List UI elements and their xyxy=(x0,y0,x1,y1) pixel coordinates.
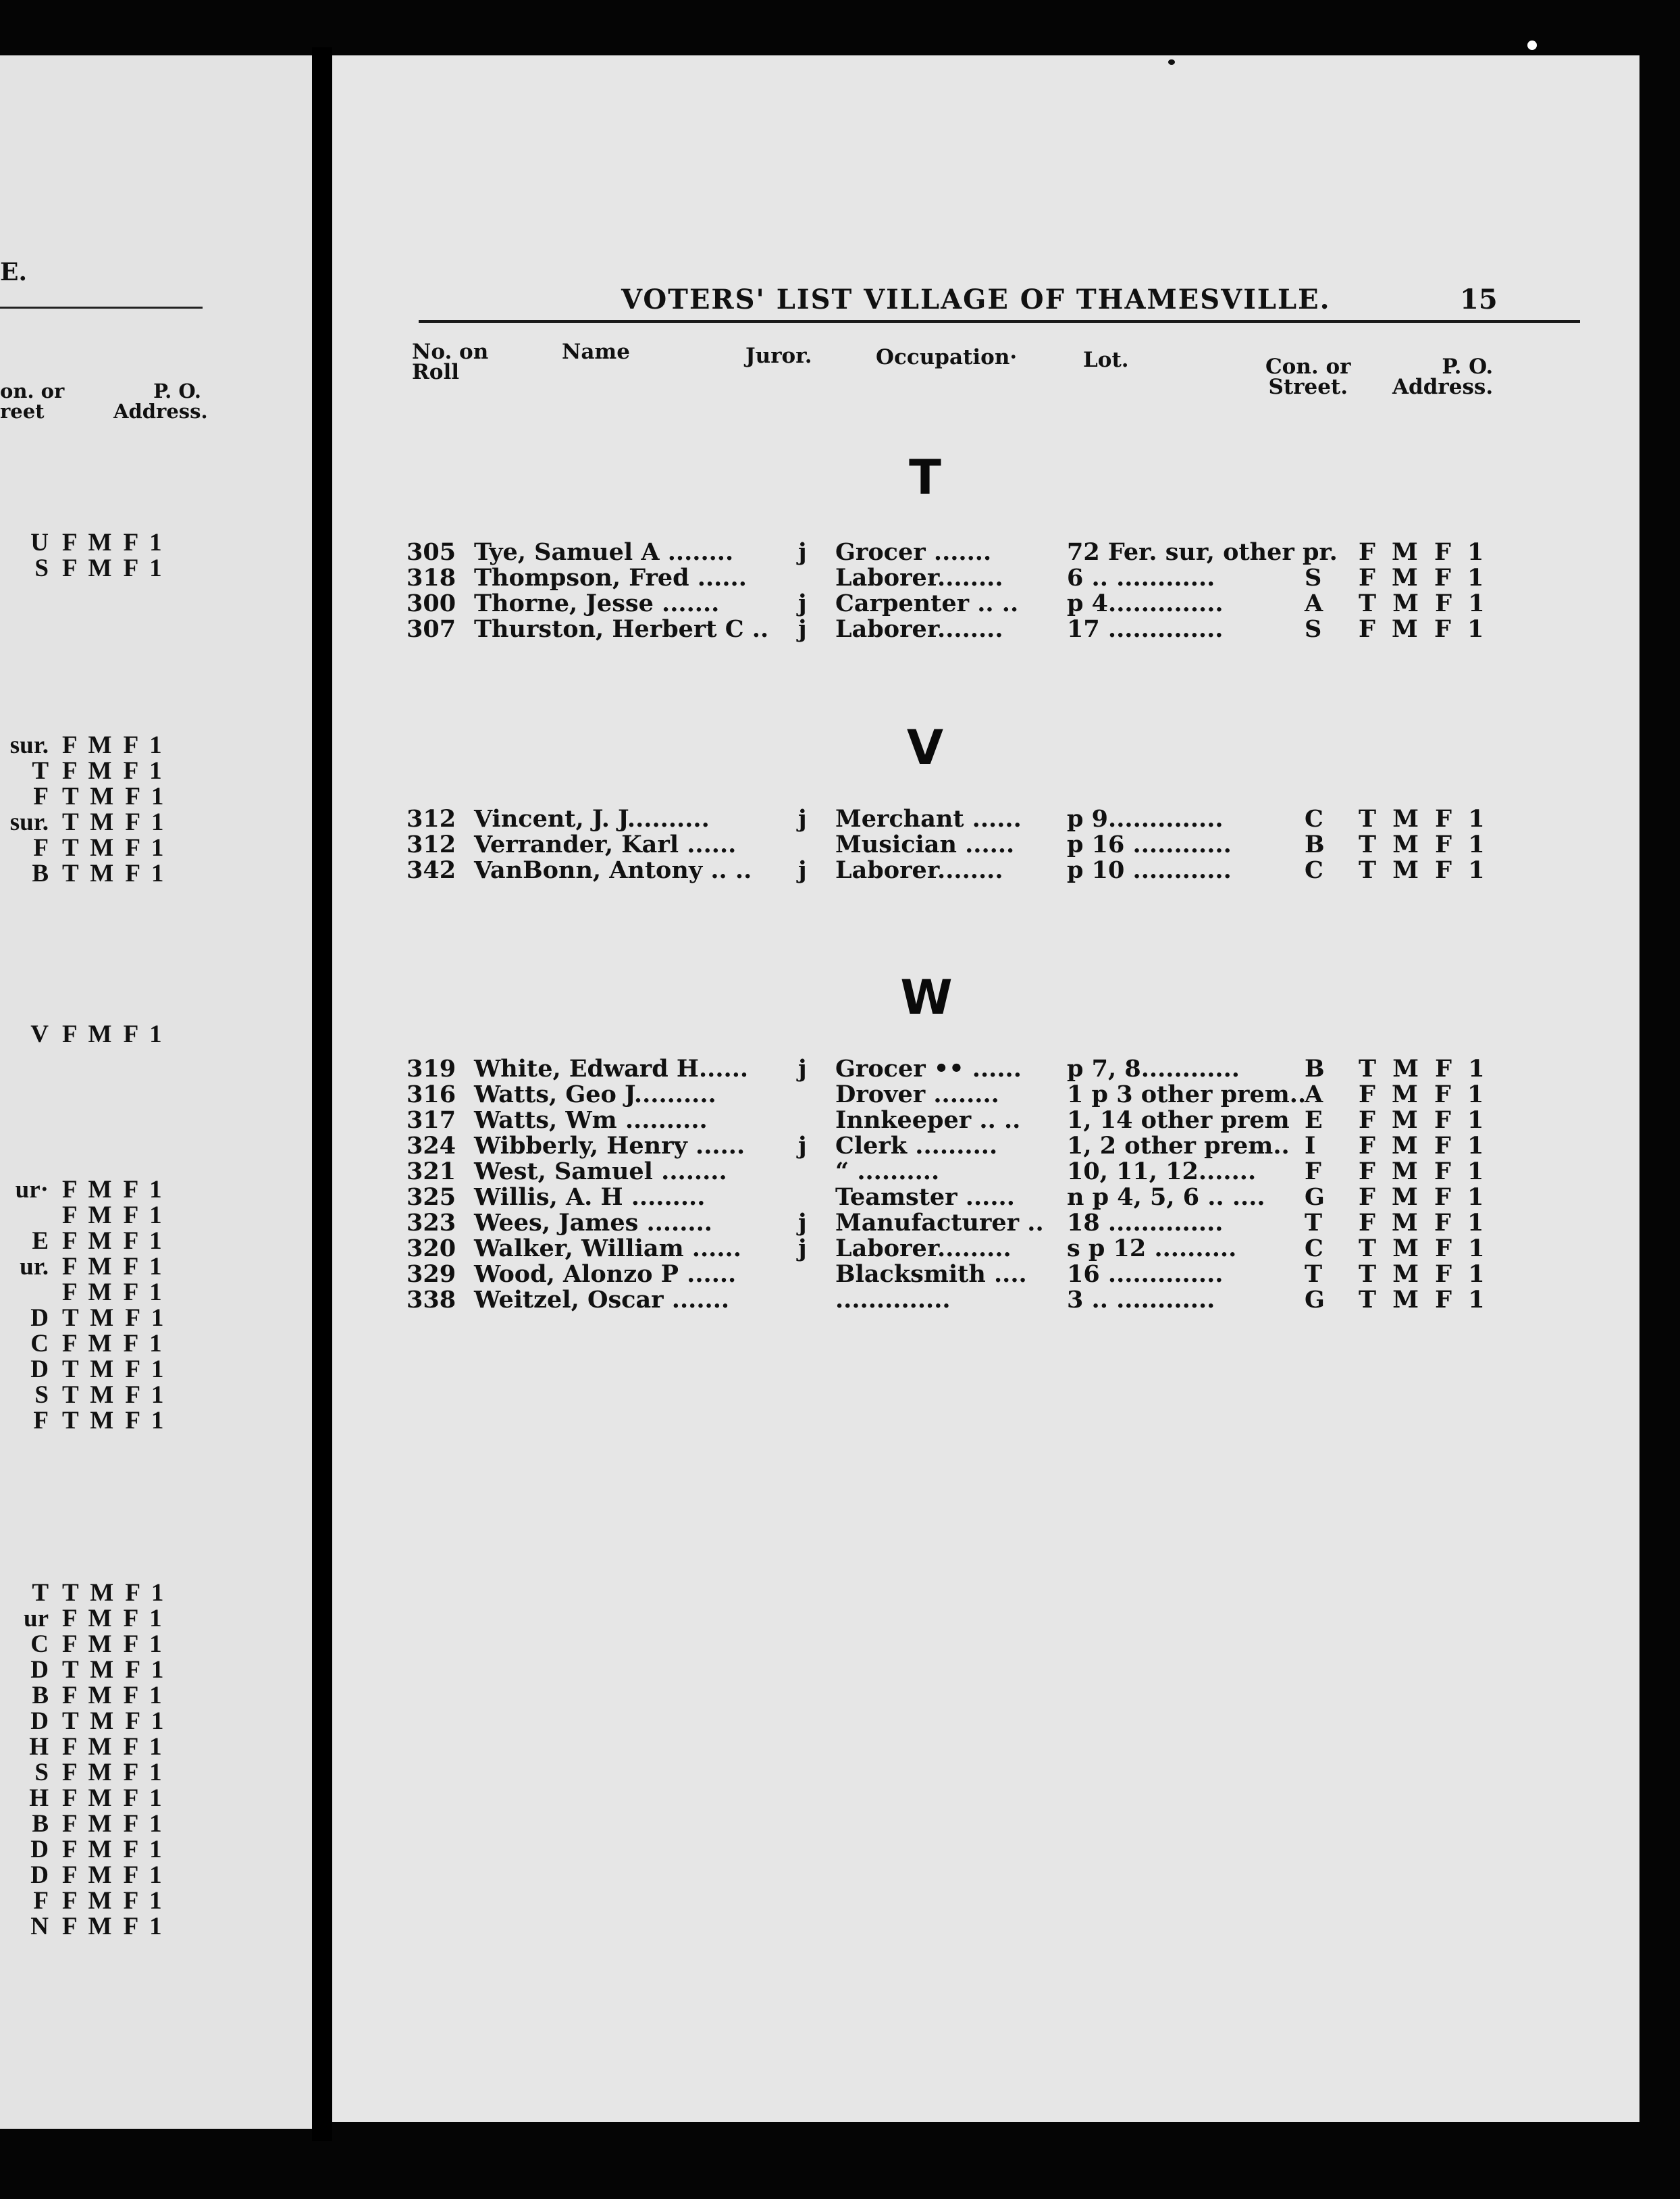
left-page-po: F M F 1 xyxy=(62,757,165,785)
voter-lot: n p 4, 5, 6 .. .... xyxy=(1067,1183,1265,1211)
voter-con: F xyxy=(1305,1158,1321,1185)
left-page-con: F xyxy=(33,1887,49,1915)
left-page-con: B xyxy=(32,1682,49,1709)
left-page-con: F xyxy=(33,783,49,810)
left-page-con: B xyxy=(32,1810,49,1838)
left-page-po: F M F 1 xyxy=(62,1020,165,1048)
voter-occ: Manufacturer .. xyxy=(835,1209,1044,1237)
left-page-po: T M F 1 xyxy=(62,1355,167,1383)
left-page-con: V xyxy=(30,1020,49,1048)
left-page-con: E xyxy=(32,1227,49,1255)
left-page-con: ur. xyxy=(20,1253,49,1280)
voter-juror: j xyxy=(798,615,807,643)
voter-occ: Drover ........ xyxy=(835,1081,999,1108)
voter-name: Vincent, J. J.......... xyxy=(474,805,710,833)
voter-lot: 1, 14 other prem xyxy=(1067,1106,1290,1134)
voter-no: 319 xyxy=(406,1055,456,1083)
left-page-header-con-text: on. or reet xyxy=(0,380,65,423)
voter-row xyxy=(332,1235,1639,1260)
voter-row xyxy=(332,564,1639,590)
voter-row xyxy=(332,1081,1639,1106)
left-page-po: T M F 1 xyxy=(62,808,167,836)
voter-con: S xyxy=(1305,564,1322,592)
voter-occ: Laborer........ xyxy=(835,615,1003,643)
voter-no: 316 xyxy=(406,1081,456,1108)
voter-con: E xyxy=(1305,1106,1323,1134)
voter-row xyxy=(332,1055,1639,1081)
left-page-po: T M F 1 xyxy=(62,1707,167,1735)
voter-row xyxy=(332,1286,1639,1312)
left-page-po: F M F 1 xyxy=(62,1836,165,1863)
voter-name: Weitzel, Oscar ....... xyxy=(474,1286,730,1314)
left-page-con: S xyxy=(34,554,49,582)
voter-no: 342 xyxy=(406,856,456,884)
voter-row xyxy=(332,1260,1639,1286)
left-page-con: T xyxy=(32,1579,49,1607)
voter-po: F M F 1 xyxy=(1359,1081,1488,1108)
voter-name: Tye, Samuel A ........ xyxy=(474,538,734,566)
left-page-po: T M F 1 xyxy=(62,1381,167,1409)
left-page-con: D xyxy=(30,1304,49,1332)
left-page-con: S xyxy=(34,1759,49,1786)
voter-po: F M F 1 xyxy=(1359,1132,1488,1160)
left-page-con: N xyxy=(30,1913,49,1940)
voter-no: 325 xyxy=(406,1183,456,1211)
voter-row xyxy=(332,831,1639,856)
voter-po: T M F 1 xyxy=(1359,1235,1489,1262)
voter-no: 312 xyxy=(406,805,456,833)
section-letter-w: W xyxy=(900,970,953,1025)
voter-juror: j xyxy=(798,590,807,617)
left-page-po: F M F 1 xyxy=(62,1201,165,1229)
voter-lot: p 9.............. xyxy=(1067,805,1224,833)
column-header-con: Con. or Street. xyxy=(1265,355,1351,399)
voter-po: F M F 1 xyxy=(1359,1209,1488,1237)
voter-row xyxy=(332,1158,1639,1183)
voter-name: Walker, William ...... xyxy=(474,1235,741,1262)
voter-po: T M F 1 xyxy=(1359,856,1489,884)
left-page xyxy=(0,55,312,2129)
voter-lot: 1 p 3 other prem.. xyxy=(1067,1081,1307,1108)
left-page-con: H xyxy=(29,1784,49,1812)
left-page-po: T M F 1 xyxy=(62,783,167,810)
voter-name: Willis, A. H ......... xyxy=(474,1183,706,1211)
section-letter-t: T xyxy=(909,450,941,505)
left-page-po: F M F 1 xyxy=(62,1887,165,1915)
voter-no: 305 xyxy=(406,538,456,566)
voter-po: T M F 1 xyxy=(1359,1260,1489,1288)
left-page-con: D xyxy=(30,1355,49,1383)
voter-po: T M F 1 xyxy=(1359,1286,1489,1314)
voter-po: T M F 1 xyxy=(1359,831,1489,858)
left-page-header-po-text: P. O. Address. xyxy=(113,380,208,423)
voter-con: C xyxy=(1305,856,1323,884)
voter-con: A xyxy=(1305,1081,1323,1108)
voter-juror: j xyxy=(798,538,807,566)
voter-occ: Carpenter .. .. xyxy=(835,590,1019,617)
voter-lot: 72 Fer. sur, other pr. xyxy=(1067,538,1338,566)
left-page-po: F M F 1 xyxy=(62,554,165,582)
page-number: 15 xyxy=(1460,284,1498,315)
left-page-con: B xyxy=(32,860,49,887)
voter-po: F M F 1 xyxy=(1359,538,1488,566)
voter-occ: Teamster ...... xyxy=(835,1183,1015,1211)
voter-name: VanBonn, Antony .. .. xyxy=(474,856,752,884)
voter-no: 324 xyxy=(406,1132,456,1160)
voter-no: 323 xyxy=(406,1209,456,1237)
voter-name: Wibberly, Henry ...... xyxy=(474,1132,745,1160)
voter-name: Verrander, Karl ...... xyxy=(474,831,737,858)
voter-juror: j xyxy=(798,1132,807,1160)
voter-row xyxy=(332,1183,1639,1209)
column-header-name: Name xyxy=(562,340,630,364)
left-page-con: D xyxy=(30,1836,49,1863)
voter-occ: Laborer........ xyxy=(835,564,1003,592)
left-page-po: F M F 1 xyxy=(62,1253,165,1280)
voter-lot: p 10 ............ xyxy=(1067,856,1232,884)
voter-occ: .............. xyxy=(835,1286,951,1314)
voter-occ: Grocer ....... xyxy=(835,538,992,566)
left-page-po: F M F 1 xyxy=(62,1278,165,1306)
voter-name: Watts, Wm .......... xyxy=(474,1106,708,1134)
voter-lot: 3 .. ............ xyxy=(1067,1286,1215,1314)
voter-no: 317 xyxy=(406,1106,456,1134)
voter-occ: Blacksmith .... xyxy=(835,1260,1027,1288)
voter-occ: Laborer......... xyxy=(835,1235,1012,1262)
voter-name: Thurston, Herbert C .. xyxy=(474,615,769,643)
voter-con: G xyxy=(1305,1286,1325,1314)
running-head xyxy=(332,284,1639,324)
left-page-header-po xyxy=(113,380,208,423)
voter-name: Wood, Alonzo P ...... xyxy=(474,1260,737,1288)
left-page-header-con xyxy=(0,381,64,421)
left-page-po: F M F 1 xyxy=(62,1176,165,1204)
voter-juror: j xyxy=(798,1235,807,1262)
left-page-rule xyxy=(0,307,203,309)
left-page-po: T M F 1 xyxy=(62,860,167,887)
column-header-juror: Juror. xyxy=(745,344,812,368)
column-header-po: P. O. Address. xyxy=(1392,355,1494,399)
voter-row xyxy=(332,590,1639,615)
voter-row xyxy=(332,856,1639,882)
voter-no: 300 xyxy=(406,590,456,617)
voter-lot: 17 .............. xyxy=(1067,615,1224,643)
voter-occ: Laborer........ xyxy=(835,856,1003,884)
voter-lot: p 4.............. xyxy=(1067,590,1224,617)
column-header-occupation: Occupation· xyxy=(876,345,1018,369)
voter-row xyxy=(332,1132,1639,1158)
voter-no: 321 xyxy=(406,1158,456,1185)
voter-name: West, Samuel ........ xyxy=(474,1158,727,1185)
column-header-no: No. on Roll xyxy=(412,340,489,384)
voter-lot: s p 12 .......... xyxy=(1067,1235,1237,1262)
voter-po: F M F 1 xyxy=(1359,564,1488,592)
left-page-po: F M F 1 xyxy=(62,1810,165,1838)
voter-name: White, Edward H...... xyxy=(474,1055,749,1083)
left-page-po: T M F 1 xyxy=(62,1579,167,1607)
voter-row xyxy=(332,805,1639,831)
left-page-po: F M F 1 xyxy=(62,1605,165,1632)
left-page-po: F M F 1 xyxy=(62,731,165,759)
voter-lot: p 16 ............ xyxy=(1067,831,1232,858)
voter-no: 320 xyxy=(406,1235,456,1262)
voter-po: T M F 1 xyxy=(1359,1055,1489,1083)
left-page-po: F M F 1 xyxy=(62,529,165,557)
voter-row xyxy=(332,1106,1639,1132)
left-page-con: C xyxy=(30,1630,49,1658)
voter-con: T xyxy=(1305,1260,1323,1288)
voter-po: F M F 1 xyxy=(1359,1106,1488,1134)
left-page-con: C xyxy=(30,1330,49,1357)
voter-lot: 1, 2 other prem.. xyxy=(1067,1132,1290,1160)
voter-po: F M F 1 xyxy=(1359,1183,1488,1211)
column-header-lot: Lot. xyxy=(1083,348,1129,372)
voter-occ: Innkeeper .. .. xyxy=(835,1106,1021,1134)
left-page-con: S xyxy=(34,1381,49,1409)
left-page-con: T xyxy=(32,757,49,785)
voter-con: B xyxy=(1305,831,1325,858)
voter-no: 307 xyxy=(406,615,456,643)
voter-lot: p 7, 8............ xyxy=(1067,1055,1240,1083)
voter-juror: j xyxy=(798,856,807,884)
voter-con: S xyxy=(1305,615,1322,643)
voter-con: B xyxy=(1305,1055,1325,1083)
voter-name: Thompson, Fred ...... xyxy=(474,564,747,592)
left-page-con: ur xyxy=(24,1605,49,1632)
left-page-partial-title: E. xyxy=(0,258,27,286)
left-page-po: F M F 1 xyxy=(62,1733,165,1761)
voter-con: C xyxy=(1305,1235,1323,1262)
left-page-con: H xyxy=(29,1733,49,1761)
voter-juror: j xyxy=(798,805,807,833)
voter-occ: Grocer •• ...... xyxy=(835,1055,1022,1083)
left-page-con: sur. xyxy=(9,808,49,836)
voter-row xyxy=(332,538,1639,564)
page-title: VOTERS' LIST VILLAGE OF THAMESVILLE. xyxy=(621,284,1331,315)
voter-lot: 18 .............. xyxy=(1067,1209,1224,1237)
voter-name: Thorne, Jesse ....... xyxy=(474,590,720,617)
voter-juror: j xyxy=(798,1209,807,1237)
left-page-con: D xyxy=(30,1656,49,1684)
voter-occ: “ .......... xyxy=(835,1158,940,1185)
voter-row xyxy=(332,615,1639,641)
voter-row xyxy=(332,1209,1639,1235)
left-page-po: T M F 1 xyxy=(62,834,167,862)
voter-con: A xyxy=(1305,590,1323,617)
left-page-po: F M F 1 xyxy=(62,1861,165,1889)
left-page-po: T M F 1 xyxy=(62,1656,167,1684)
voter-no: 329 xyxy=(406,1260,456,1288)
voter-name: Wees, James ........ xyxy=(474,1209,712,1237)
voter-con: T xyxy=(1305,1209,1323,1237)
left-page-con: F xyxy=(33,834,49,862)
voter-no: 312 xyxy=(406,831,456,858)
left-page-po: F M F 1 xyxy=(62,1913,165,1940)
voter-occ: Merchant ...... xyxy=(835,805,1022,833)
left-page-po: F M F 1 xyxy=(62,1682,165,1709)
voter-lot: 10, 11, 12....... xyxy=(1067,1158,1257,1185)
voter-name: Watts, Geo J.......... xyxy=(474,1081,716,1108)
voter-no: 318 xyxy=(406,564,456,592)
left-page-po: F M F 1 xyxy=(62,1630,165,1658)
voter-po: F M F 1 xyxy=(1359,615,1488,643)
voter-po: T M F 1 xyxy=(1359,590,1489,617)
left-page-con: U xyxy=(30,529,49,557)
voter-juror: j xyxy=(798,1055,807,1083)
voter-con: C xyxy=(1305,805,1323,833)
left-page-po: F M F 1 xyxy=(62,1330,165,1357)
scan-speck xyxy=(1168,59,1175,65)
voter-po: T M F 1 xyxy=(1359,805,1489,833)
left-page-con: F xyxy=(33,1407,49,1434)
voter-con: G xyxy=(1305,1183,1325,1211)
right-page xyxy=(332,55,1639,2122)
page-gutter xyxy=(312,47,332,2141)
voter-no: 338 xyxy=(406,1286,456,1314)
left-page-con: D xyxy=(30,1861,49,1889)
section-letter-v: V xyxy=(906,720,944,775)
left-page-con: sur. xyxy=(9,731,49,759)
left-page-po: T M F 1 xyxy=(62,1407,167,1434)
left-page-po: F M F 1 xyxy=(62,1784,165,1812)
voter-lot: 16 .............. xyxy=(1067,1260,1224,1288)
scan-speck xyxy=(1527,41,1537,50)
voter-occ: Clerk .......... xyxy=(835,1132,998,1160)
left-page-con: D xyxy=(30,1707,49,1735)
voter-lot: 6 .. ............ xyxy=(1067,564,1215,592)
left-page-po: F M F 1 xyxy=(62,1227,165,1255)
left-page-con: ur· xyxy=(15,1176,49,1204)
voter-con: I xyxy=(1305,1132,1316,1160)
left-page-po: T M F 1 xyxy=(62,1304,167,1332)
voter-occ: Musician ...... xyxy=(835,831,1015,858)
voter-po: F M F 1 xyxy=(1359,1158,1488,1185)
left-page-po: F M F 1 xyxy=(62,1759,165,1786)
header-rule xyxy=(419,320,1580,323)
